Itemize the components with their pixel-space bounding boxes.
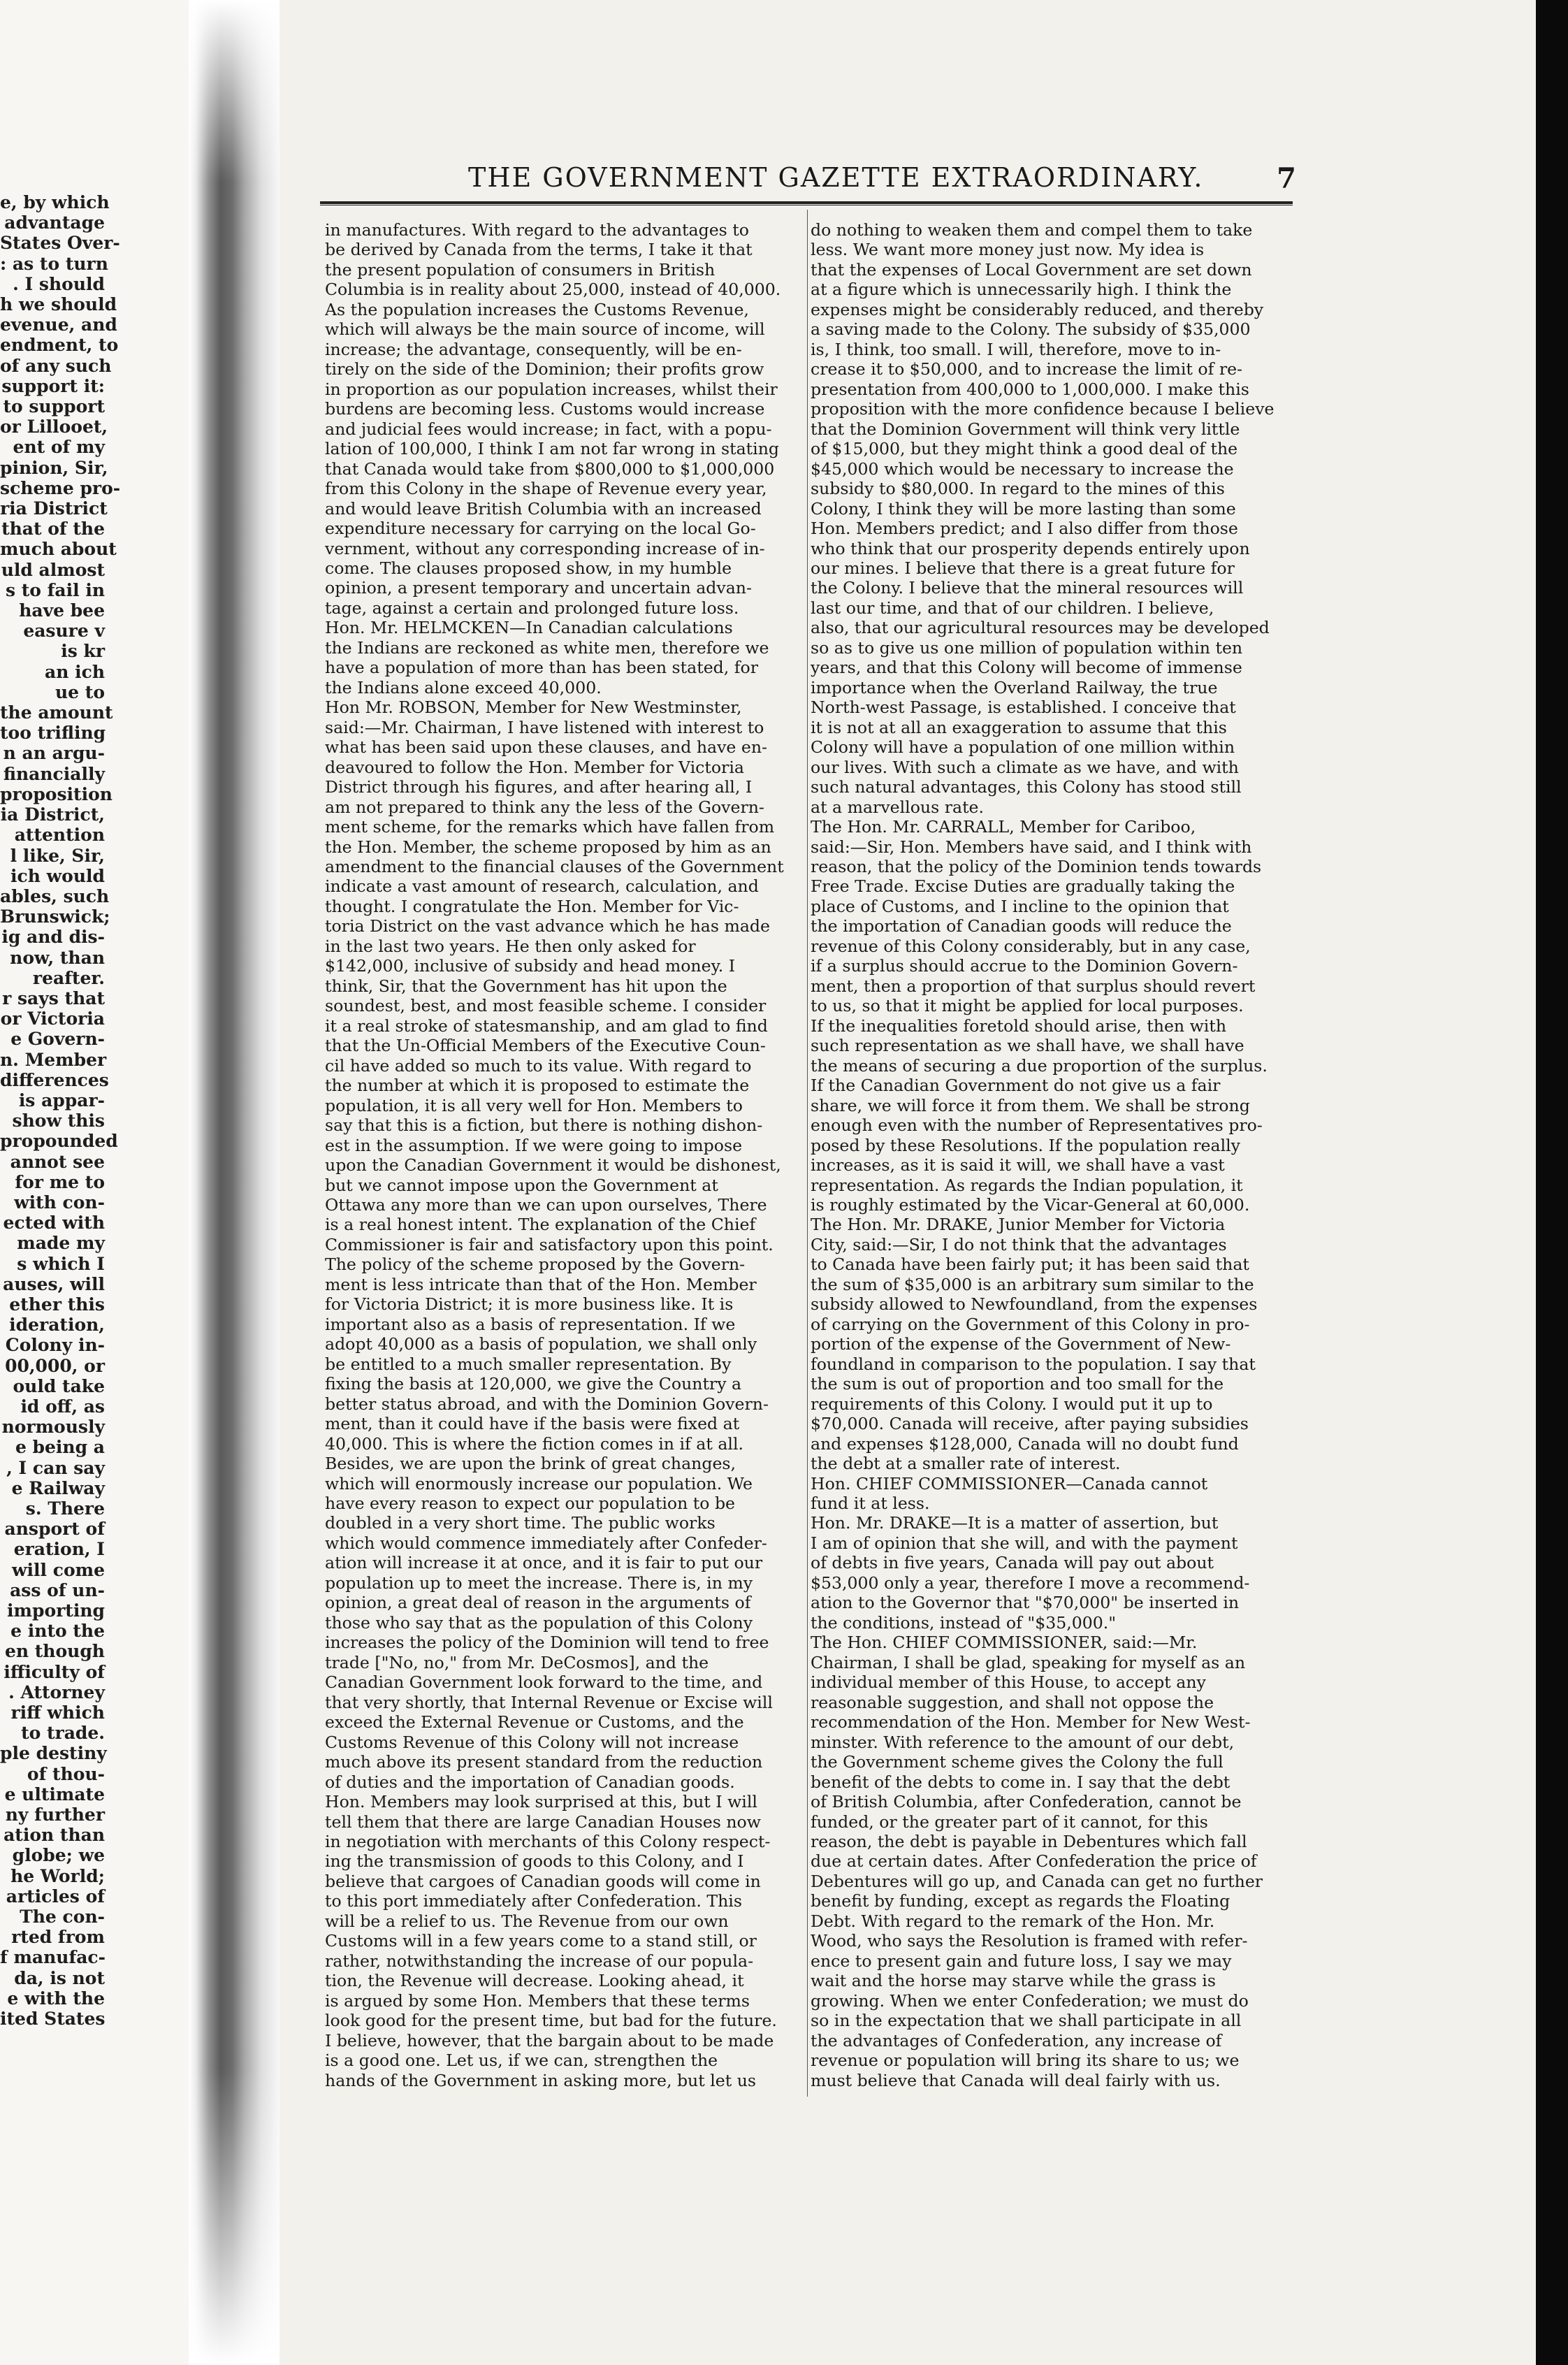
text-line: importance when the Overland Railway, the true (811, 677, 1218, 697)
text-line: posed by these Resolutions. If the population really (811, 1135, 1241, 1155)
left-page-line: . I should (13, 273, 105, 294)
text-line: recommendation of the Hon. Member for New West- (811, 1712, 1251, 1733)
left-page-line: ich would (10, 865, 105, 886)
text-line: tion, the Revenue will decrease. Looking ahead, it (325, 1971, 744, 1991)
text-line: say that this is a fiction, but there is nothing dishon- (325, 1115, 763, 1136)
text-line: vernment, without any corresponding increase of in- (325, 538, 765, 558)
left-page-line: show this (12, 1111, 105, 1131)
text-line: Debentures will go up, and Canada can get no further (811, 1871, 1263, 1891)
text-line: $45,000 which would be necessary to increase the (811, 458, 1234, 479)
left-page-line: id off, as (20, 1396, 105, 1417)
text-line: think, Sir, that the Government has hit upon the (325, 976, 727, 996)
text-line: it is not at all an exaggeration to assume that this (811, 717, 1227, 737)
left-page-line: ia District, (0, 804, 105, 825)
left-page-line: support it: (1, 375, 105, 396)
text-line: Colony, I think they will be more lasting than some (811, 498, 1236, 519)
text-line: look good for the present time, but bad for the future. (325, 2011, 777, 2031)
text-line: Columbia is in reality about 25,000, instead of 40,000. (325, 280, 781, 300)
text-line: those who say that as the population of this Colony (325, 1612, 753, 1633)
left-page-line: ether this (9, 1294, 105, 1315)
left-page-line: 00,000, or (5, 1355, 105, 1376)
text-line: and judicial fees would increase; in fact, with a popu- (325, 419, 772, 439)
text-line: indicate a vast amount of research, calculation, and (325, 876, 759, 897)
text-line: which would commence immediately after Confeder- (325, 1533, 767, 1553)
text-line: that the Dominion Government will think very little (811, 419, 1240, 439)
left-page-line: s to fail in (5, 579, 105, 600)
text-line: the debt at a smaller rate of interest. (811, 1454, 1121, 1474)
text-line: District through his figures, and after hearing all, I (325, 777, 753, 797)
left-page-line: with con- (14, 1192, 105, 1213)
left-page-line: an ich (45, 661, 105, 682)
text-line: the Government scheme gives the Colony the full (811, 1752, 1224, 1772)
text-line: Hon Mr. ROBSON, Member for New Westminster, (325, 697, 742, 718)
text-line: reason, that the policy of the Dominion tends towards (811, 857, 1262, 876)
text-line: so as to give us one million of population within ten (811, 637, 1243, 658)
text-line: that very shortly, that Internal Revenue or Excise will (325, 1692, 773, 1712)
text-line: benefit of the debts to come in. I say that the debt (811, 1772, 1231, 1792)
text-line: is roughly estimated by the Vicar-General at 60,000. (811, 1194, 1250, 1215)
text-line: much above its present standard from the reduction (325, 1752, 763, 1772)
text-line: the means of securing a due proportion of the surplus. (811, 1055, 1268, 1076)
text-line: is a good one. Let us, if we can, strengthen the (325, 2051, 718, 2071)
text-line: share, we will force it from them. We shall be strong (811, 1095, 1250, 1115)
text-line: the present population of consumers in British (325, 259, 716, 280)
text-line: in negotiation with merchants of this Colony respect- (325, 1831, 771, 1851)
text-line: the Indians alone exceed 40,000. (325, 677, 602, 697)
left-page-line: ation than (3, 1825, 105, 1846)
text-line: but we cannot impose upon the Government at (325, 1175, 718, 1195)
left-page-line: differences (0, 1069, 109, 1090)
text-line: so in the expectation that we shall participate in all (811, 2011, 1242, 2031)
text-line: our lives. With such a climate as we have, and with (811, 757, 1239, 777)
text-line: tirely on the side of the Dominion; their profits grow (325, 359, 764, 379)
text-line: which will enormously increase our population. We (325, 1473, 753, 1494)
text-line: Hon. Members predict; and I also differ from those (811, 519, 1238, 539)
left-page-line: ited States (0, 2009, 106, 2030)
left-page-line: States Over- (0, 233, 120, 254)
gazette-title: THE GOVERNMENT GAZETTE EXTRAORDINARY. (468, 162, 1204, 193)
text-line: ment, than it could have if the basis were fixed at (325, 1414, 740, 1434)
text-line: to Canada have been fairly put; it has been said that (811, 1254, 1249, 1275)
text-line: due at certain dates. After Confederation the price of (811, 1851, 1257, 1872)
left-page-line: ables, such (0, 885, 110, 906)
left-page-line: proposition (0, 783, 112, 804)
text-line: last our time, and that of our children. I believe, (811, 598, 1214, 618)
left-page-line: too trifling (0, 723, 106, 744)
text-line: minster. With reference to the amount of our debt, (811, 1732, 1235, 1752)
text-line: what has been said upon these clauses, and have en- (325, 737, 768, 758)
left-page-line: n. Member (0, 1049, 107, 1070)
text-line: of debts in five years, Canada will pay out about (811, 1553, 1214, 1573)
text-line: reason, the debt is payable in Debentures which fall (811, 1831, 1247, 1851)
text-line: and would leave British Columbia with an increased (325, 498, 762, 519)
text-column-left (325, 220, 806, 2090)
text-line: lation of 100,000, I think I am not far wrong in stating (325, 439, 779, 459)
left-page-line: ny further (5, 1805, 105, 1825)
text-line: Customs will in a few years come to a stand still, or (325, 1931, 757, 1951)
left-page-line: e ultimate (4, 1784, 105, 1805)
left-page-line: or Victoria (0, 1008, 105, 1029)
left-page-line: or Lillooet, (0, 417, 108, 437)
text-line: ment, then a proportion of that surplus should revert (811, 976, 1256, 996)
left-page-line: r says that (2, 988, 105, 1008)
scan-edge-black (1536, 0, 1568, 2365)
left-page-line: have bee (19, 600, 105, 621)
text-line: presentation from 400,000 to 1,000,000. I make this (811, 379, 1249, 399)
text-line: foundland in comparison to the population. I say that (811, 1354, 1256, 1374)
left-page-line: e into the (10, 1621, 105, 1642)
text-line: said:—Mr. Chairman, I have listened with interest to (325, 717, 764, 737)
left-page-line: ria District (0, 498, 108, 519)
text-line: the Indians are reckoned as white men, therefore we (325, 637, 769, 658)
left-page-line: uld almost (1, 559, 105, 580)
text-line: be entitled to a much smaller representation. By (325, 1354, 732, 1374)
text-line: Wood, who says the Resolution is framed with refer- (811, 1931, 1248, 1951)
left-page-line: that of the (1, 519, 105, 540)
text-line: If the Canadian Government do not give us a fair (811, 1076, 1221, 1096)
text-line: Canadian Government look forward to the time, and (325, 1672, 763, 1693)
page-header (307, 161, 1296, 200)
text-line: the conditions, instead of "$35,000." (811, 1612, 1117, 1633)
left-page-line: ent of my (13, 437, 105, 458)
text-line: such representation as we shall have, we shall have (811, 1036, 1244, 1056)
text-line: have a population of more than has been stated, for (325, 658, 758, 678)
text-line: is a real honest intent. The explanation of the Chief (325, 1215, 756, 1235)
left-page-line: ue to (55, 681, 105, 702)
text-line: portion of the expense of the Government of New- (811, 1334, 1231, 1354)
text-line: said:—Sir, Hon. Members have said, and I think with (811, 837, 1252, 857)
text-line: requirements of this Colony. I would put it up to (811, 1394, 1213, 1414)
text-line: representation. As regards the Indian population, it (811, 1175, 1243, 1195)
text-line: of $15,000, but they might think a good deal of the (811, 439, 1238, 459)
text-line: to this port immediately after Confederation. This (325, 1891, 742, 1911)
left-page-line: e, by which (0, 192, 110, 212)
text-line: must believe that Canada will deal fairly with us. (811, 2070, 1221, 2090)
text-line: Besides, we are upon the brink of great changes, (325, 1454, 736, 1474)
left-page-line: attention (14, 825, 105, 846)
text-line: revenue or population will bring its share to us; we (811, 2051, 1240, 2071)
text-line: a saving made to the Colony. The subsidy of $35,000 (811, 319, 1251, 340)
text-line: subsidy to $80,000. In regard to the mines of this (811, 479, 1225, 499)
left-page-line: of thou- (27, 1763, 105, 1784)
text-line: funded, or the greater part of it cannot, for this (811, 1811, 1208, 1832)
text-line: believe that cargoes of Canadian goods will come in (325, 1871, 761, 1891)
text-line: increase; the advantage, consequently, will be en- (325, 339, 742, 359)
text-line: If the inequalities foretold should arise, then with (811, 1015, 1227, 1036)
text-line: better status abroad, and with the Dominion Govern- (325, 1394, 769, 1414)
left-page-line: easure v (23, 621, 105, 642)
text-line: is, I think, too small. I will, therefore, move to in- (811, 339, 1221, 359)
text-line: growing. When we enter Confederation; we must do (811, 1990, 1249, 2011)
text-line: which will always be the main source of income, will (325, 319, 765, 340)
text-line: do nothing to weaken them and compel them to take (811, 220, 1253, 240)
left-page-line: en though (4, 1641, 105, 1662)
gutter-fade-bottom (189, 2069, 280, 2365)
text-line: The Hon. CHIEF COMMISSIONER, said:—Mr. (811, 1633, 1198, 1653)
header-rule (320, 201, 1293, 205)
text-line: for Victoria District; it is more business like. It is (325, 1294, 734, 1315)
text-line: toria District on the vast advance which he has made (325, 916, 770, 936)
text-line: reasonable suggestion, and shall not oppose the (811, 1692, 1214, 1712)
left-page-line: reafter. (32, 967, 105, 988)
text-line: adopt 40,000 as a basis of population, we shall only (325, 1334, 757, 1354)
text-line: expenditure necessary for carrying on the local Go- (325, 519, 756, 539)
text-line: our mines. I believe that there is a great future for (811, 558, 1235, 578)
left-page-line: rted from (11, 1927, 105, 1948)
text-line: the Colony. I believe that the mineral resources will (811, 578, 1244, 598)
text-line: tage, against a certain and prolonged future loss. (325, 598, 739, 618)
text-line: Hon. CHIEF COMMISSIONER—Canada cannot (811, 1473, 1208, 1494)
text-line: increases the policy of the Dominion will tend to free (325, 1633, 769, 1653)
left-page-line: much about (0, 539, 117, 560)
left-page-line: to trade. (21, 1723, 105, 1744)
book-gutter-shadow (189, 0, 280, 2365)
left-page-line: : as to turn (0, 253, 108, 274)
text-line: have every reason to expect our population to be (325, 1494, 736, 1513)
left-page-line: ould take (13, 1375, 105, 1396)
text-line: such natural advantages, this Colony has stood still (811, 777, 1242, 797)
text-line: Hon. Mr. DRAKE—It is a matter of assertion, but (811, 1513, 1219, 1533)
text-line: expenses might be considerably reduced, and thereby (811, 299, 1264, 319)
text-line: Chairman, I shall be glad, speaking for myself as an (811, 1652, 1246, 1672)
text-line: benefit by funding, except as regards the Floating (811, 1891, 1231, 1911)
text-line: years, and that this Colony will become of immense (811, 658, 1242, 678)
text-line: Free Trade. Excise Duties are gradually taking the (811, 876, 1235, 897)
text-line: am not prepared to think any the less of the Govern- (325, 797, 764, 817)
text-line: revenue of this Colony considerably, but in any case, (811, 936, 1251, 956)
text-line: the number at which it is proposed to estimate the (325, 1076, 750, 1096)
left-page-line: eration, I (13, 1539, 105, 1560)
text-line: that Canada would take from $800,000 to $1,000,000 (325, 458, 775, 479)
text-line: at a figure which is unnecessarily high. I think the (811, 280, 1232, 300)
text-line: Customs Revenue of this Colony will not increase (325, 1732, 739, 1752)
text-line: Hon. Members may look surprised at this, but I will (325, 1792, 757, 1812)
text-line: of duties and the importation of Canadian goods. (325, 1772, 735, 1792)
text-line: will be a relief to us. The Revenue from our own (325, 1911, 729, 1931)
text-line: important also as a basis of representation. If we (325, 1314, 736, 1334)
text-line: The Hon. Mr. DRAKE, Junior Member for Victoria (811, 1215, 1226, 1235)
page-number: 7 (1277, 162, 1296, 195)
text-line: the sum of $35,000 is an arbitrary sum similar to the (811, 1274, 1254, 1294)
left-page-line: is kr (61, 641, 105, 662)
left-page-line: now, than (10, 947, 105, 968)
text-column-right (811, 220, 1290, 2090)
text-line: ment scheme, for the remarks which have fallen from (325, 817, 775, 837)
text-line: City, said:—Sir, I do not think that the advantages (811, 1234, 1227, 1254)
left-page-line: ass of un- (10, 1579, 105, 1600)
text-line: crease it to $50,000, and to increase the limit of re- (811, 359, 1243, 379)
left-page-line: riff which (10, 1702, 105, 1723)
text-line: exceed the External Revenue or Customs, and the (325, 1712, 744, 1733)
text-line: ation to the Governor that "$70,000" be inserted in (811, 1593, 1240, 1613)
text-line: opinion, a present temporary and uncertain advan- (325, 578, 752, 598)
left-page-line: articles of (6, 1886, 105, 1907)
text-line: amendment to the financial clauses of the Government (325, 857, 784, 876)
text-line: the sum is out of proportion and too small for the (811, 1374, 1224, 1394)
left-page-line: is appar- (18, 1090, 105, 1111)
text-line: of carrying on the Government of this Colony in pro- (811, 1314, 1250, 1334)
left-page-line: Colony in- (5, 1335, 105, 1356)
text-line: burdens are becoming less. Customs would increase (325, 399, 765, 419)
text-line: est in the assumption. If we were going to impose (325, 1135, 743, 1155)
text-line: fund it at less. (811, 1494, 930, 1513)
text-line: is argued by some Hon. Members that these terms (325, 1990, 750, 2011)
left-page-line: he World; (10, 1865, 105, 1886)
left-page-line: ansport of (4, 1519, 105, 1540)
left-page-line: e being a (15, 1437, 105, 1458)
text-line: the importation of Canadian goods will reduce the (811, 916, 1232, 936)
left-page-line: of any such (0, 355, 112, 376)
left-page-line: e Govern- (10, 1029, 105, 1050)
text-line: Ottawa any more than we can upon ourselves, There (325, 1194, 767, 1215)
text-line: at a marvellous rate. (811, 797, 985, 817)
text-line: upon the Canadian Government it would be dishonest, (325, 1155, 781, 1176)
text-line: that the expenses of Local Government are set down (811, 259, 1252, 280)
left-page-line: made my (17, 1233, 105, 1254)
text-line: in proportion as our population increases, whilst their (325, 379, 778, 399)
left-page-line: evenue, and (0, 314, 117, 335)
left-page-line: auses, will (3, 1273, 105, 1294)
text-line: the Hon. Member, the scheme proposed by him as an (325, 837, 771, 857)
left-page-line: h we should (0, 294, 117, 315)
text-line: come. The clauses proposed show, in my humble (325, 558, 732, 578)
left-page-line: ifficulty of (3, 1661, 105, 1682)
left-page-line: importing (7, 1600, 105, 1621)
left-page-line: propounded (0, 1131, 118, 1152)
text-line: hands of the Government in asking more, but let us (325, 2070, 757, 2090)
left-page-line: ple destiny (0, 1743, 107, 1764)
text-line: enough even with the number of Representatives pro- (811, 1115, 1263, 1136)
text-line: ment is less intricate than that of the Hon. Member (325, 1274, 757, 1294)
text-line: ence to present gain and future loss, I say we may (811, 1951, 1232, 1971)
text-line: Commissioner is fair and satisfactory upon this point. (325, 1234, 774, 1254)
text-line: I am of opinion that she will, and with the payment (811, 1533, 1238, 1553)
left-page-line: the amount (0, 702, 113, 723)
text-line: tell them that there are large Canadian Houses now (325, 1811, 761, 1832)
text-line: doubled in a very short time. The public works (325, 1513, 716, 1533)
left-page-line: globe; we (12, 1845, 105, 1866)
text-line: in the last two years. He then only asked for (325, 936, 696, 956)
left-page-line: to support (3, 396, 105, 417)
text-line: increases, as it is said it will, we shall have a vast (811, 1155, 1225, 1176)
text-line: who think that our prosperity depends entirely upon (811, 538, 1250, 558)
text-line: rather, notwithstanding the increase of our popula- (325, 1951, 754, 1971)
text-line: and expenses $128,000, Canada will no doubt fund (811, 1433, 1239, 1454)
left-page-line: ig and dis- (1, 927, 105, 948)
text-line: it a real stroke of statesmanship, and am glad to find (325, 1015, 768, 1036)
left-page-line: advantage (4, 212, 105, 233)
text-line: Debt. With regard to the remark of the Hon. Mr. (811, 1911, 1215, 1931)
left-page-line: The con- (20, 1907, 105, 1928)
left-page-line: Brunswick; (0, 906, 110, 927)
left-page-line: normously (1, 1417, 105, 1438)
text-line: $53,000 only a year, therefore I move a recommend- (811, 1572, 1250, 1593)
gutter-fade-top (189, 0, 280, 182)
text-line: ation will increase it at once, and it is fair to put our (325, 1553, 763, 1573)
left-page-line: financially (3, 763, 105, 784)
text-line: be derived by Canada from the terms, I take it that (325, 240, 753, 260)
text-line: North-west Passage, is established. I conceive that (811, 697, 1236, 718)
left-page-line: da, is not (14, 1967, 105, 1988)
left-page-line: for me to (15, 1171, 105, 1192)
text-line: ing the transmission of goods to this Colony, and I (325, 1851, 744, 1872)
text-line: less. We want more money just now. My idea is (811, 240, 1205, 260)
left-page-line: ideration, (9, 1315, 105, 1336)
text-line: deavoured to follow the Hon. Member for Victoria (325, 757, 744, 777)
text-line: place of Customs, and I incline to the opinion that (811, 896, 1229, 916)
text-line: The policy of the scheme proposed by the Govern- (325, 1254, 746, 1275)
text-line: of British Columbia, after Confederation, cannot be (811, 1792, 1242, 1812)
text-line: if a surplus should accrue to the Dominion Govern- (811, 956, 1238, 976)
text-line: $142,000, inclusive of subsidy and head money. I (325, 956, 736, 976)
left-page-text-column (0, 192, 121, 2030)
text-line: wait and the horse may starve while the grass is (811, 1971, 1216, 1991)
text-line: soundest, best, and most feasible scheme. I consider (325, 996, 767, 1016)
text-line: from this Colony in the shape of Revenue every year, (325, 479, 767, 499)
left-page-line: ected with (3, 1213, 105, 1234)
left-page-line: f manufac- (0, 1947, 106, 1968)
text-line: I believe, however, that the bargain about to be made (325, 2030, 774, 2051)
text-line: opinion, a great deal of reason in the arguments of (325, 1593, 751, 1613)
left-page-line: l like, Sir, (10, 845, 105, 866)
left-page-line: s which I (17, 1253, 105, 1274)
text-line: As the population increases the Customs Revenue, (325, 299, 749, 319)
left-page-line: scheme pro- (0, 477, 121, 498)
left-page-line: , I can say (6, 1457, 105, 1478)
left-page-fragment (0, 0, 189, 2365)
text-line: trade ["No, no," from Mr. DeCosmos], and the (325, 1652, 709, 1672)
left-page-line: e Railway (11, 1477, 105, 1498)
text-line: to us, so that it might be applied for local purposes. (811, 996, 1244, 1016)
left-page-line: endment, to (0, 335, 119, 356)
left-page-line: will come (12, 1559, 105, 1580)
text-line: population, it is all very well for Hon. Members to (325, 1095, 743, 1115)
left-page-line: e with the (7, 1988, 105, 2009)
text-line: in manufactures. With regard to the advantages to (325, 220, 749, 240)
left-page-line: s. There (25, 1498, 105, 1519)
text-line: population up to meet the increase. There is, in my (325, 1572, 753, 1593)
text-line: individual member of this House, to accept any (811, 1672, 1206, 1693)
text-line: Colony will have a population of one million within (811, 737, 1235, 758)
left-page-line: annot see (10, 1151, 105, 1172)
text-line: also, that our agricultural resources may be developed (811, 618, 1270, 638)
text-line: cil have added so much to its value. With regard to (325, 1055, 752, 1076)
text-line: proposition with the more confidence because I believe (811, 399, 1275, 419)
left-page-line: pinion, Sir, (0, 457, 108, 478)
text-line: $70,000. Canada will receive, after paying subsidies (811, 1414, 1249, 1434)
text-line: The Hon. Mr. CARRALL, Member for Cariboo, (811, 817, 1196, 837)
text-line: 40,000. This is where the fiction comes in if at all. (325, 1433, 743, 1454)
text-line: the advantages of Confederation, any increase of (811, 2030, 1222, 2051)
column-divider (807, 210, 808, 2097)
text-line: thought. I congratulate the Hon. Member for Vic- (325, 896, 739, 916)
text-line: subsidy allowed to Newfoundland, from the expenses (811, 1294, 1258, 1315)
left-page-line: n an argu- (3, 743, 105, 764)
text-line: fixing the basis at 120,000, we give the Country a (325, 1374, 742, 1394)
left-page-line: . Attorney (8, 1681, 105, 1702)
text-line: Hon. Mr. HELMCKEN—In Canadian calculations (325, 618, 733, 638)
text-line: that the Un-Official Members of the Executive Coun- (325, 1036, 766, 1056)
